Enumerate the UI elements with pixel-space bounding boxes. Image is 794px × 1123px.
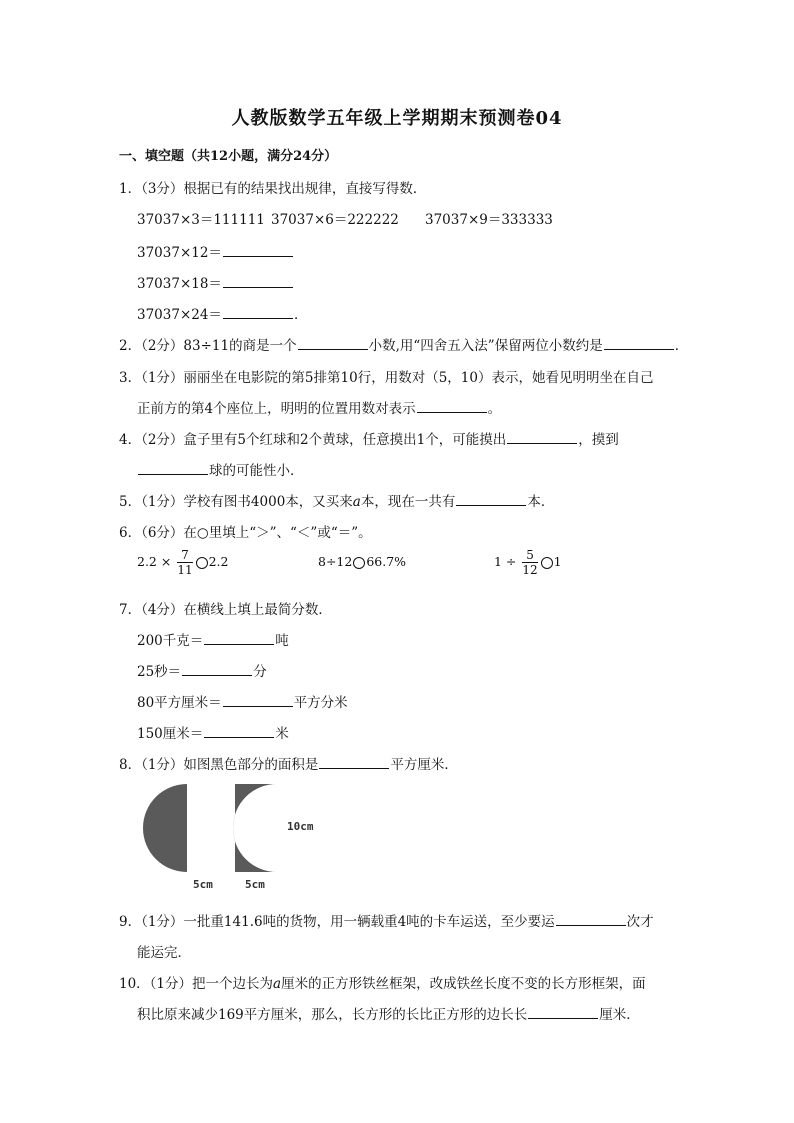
answer-blank[interactable] xyxy=(298,335,368,350)
answer-blank[interactable] xyxy=(223,242,293,257)
q1-ask-3: 37037×24＝ ． xyxy=(137,303,307,323)
question-10-line-1: 10．（1分）把一个边长为a厘米的正方形铁丝框架，改成铁丝长度不变的长方形框架，面 xyxy=(119,976,646,992)
question-2: 2．（2分）83÷11的商是一个 小数,用“四舍五入法”保留两位小数约是 ． xyxy=(119,334,688,354)
q7-row-1: 200千克＝ 吨 xyxy=(137,629,289,649)
answer-blank[interactable] xyxy=(204,723,274,738)
q1-ask-1: 37037×12＝ xyxy=(137,241,294,261)
question-8: 8．（1分）如图黑色部分的面积是 平方厘米． xyxy=(119,753,458,773)
compare-circle[interactable] xyxy=(196,557,208,569)
answer-blank[interactable] xyxy=(138,460,208,475)
fraction: $\frac{7}{11}$ xyxy=(177,548,193,577)
page-title: 人教版数学五年级上学期期末预测卷04 xyxy=(231,108,563,129)
answer-blank[interactable] xyxy=(223,304,293,319)
fraction: $\frac{5}{12}$ xyxy=(522,548,538,577)
q1-given-1: 37037×3＝111111 xyxy=(137,212,265,228)
answer-blank[interactable] xyxy=(507,429,577,444)
question-3-line-1: 3．（1分）丽丽坐在电影院的第5排第10行，用数对（5，10）表示，她看见明明坐在自己 xyxy=(119,370,654,386)
answer-blank[interactable] xyxy=(456,491,526,506)
semicircle-diagram xyxy=(135,780,335,895)
answer-blank[interactable] xyxy=(223,692,293,707)
question-1-stem: 1．（3分）根据已有的结果找出规律，直接写得数． xyxy=(119,181,427,197)
radius-label: 10cm xyxy=(287,820,314,833)
q1-given-2: 37037×6＝222222 xyxy=(271,212,399,228)
answer-blank[interactable] xyxy=(417,398,487,413)
question-5: 5．（1分）学校有图书4000本，又买来a本，现在一共有 本． xyxy=(119,490,554,510)
question-6-stem: 6．（6分）在○里填上“＞”、“＜”或“＝”。 xyxy=(119,525,372,541)
width-label-right: 5cm xyxy=(245,878,265,891)
question-4-line-2: 球的可能性小． xyxy=(137,459,304,479)
section-heading: 一、填空题（共12小题，满分24分） xyxy=(119,149,338,164)
q1-given-3: 37037×9＝333333 xyxy=(425,212,553,228)
answer-blank[interactable] xyxy=(182,661,252,676)
q7-row-4: 150厘米＝ 米 xyxy=(137,722,289,742)
answer-blank[interactable] xyxy=(223,273,293,288)
compare-circle[interactable] xyxy=(541,557,553,569)
question-3-line-2: 正前方的第4个座位上，明明的位置用数对表示 。 xyxy=(137,397,501,417)
q7-row-3: 80平方厘米＝ 平方分米 xyxy=(137,691,348,711)
question-4-line-1: 4．（2分）盒子里有5个红球和2个黄球，任意摸出1个，可能摸出 ，摸到 xyxy=(119,428,619,448)
width-label-left: 5cm xyxy=(193,878,213,891)
answer-blank[interactable] xyxy=(319,754,389,769)
answer-blank[interactable] xyxy=(528,1004,598,1019)
answer-blank[interactable] xyxy=(556,911,626,926)
question-9-line-1: 9．（1分）一批重141.6吨的货物，用一辆载重4吨的卡车运送，至少要运 次才 xyxy=(119,910,654,930)
question-7-stem: 7．（4分）在横线上填上最简分数． xyxy=(119,602,332,618)
left-half-disc xyxy=(143,784,187,872)
q6-expr-1: 2.2 × $\frac{7}{11}$ 2.2 xyxy=(137,548,229,577)
question-10-line-2: 积比原来减少169平方厘米，那么，长方形的长比正方形的边长长 厘米． xyxy=(137,1003,640,1023)
question-9-line-2: 能运完． xyxy=(137,945,191,961)
shaded-area-figure xyxy=(135,780,335,895)
q7-row-2: 25秒＝ 分 xyxy=(137,660,267,680)
answer-blank[interactable] xyxy=(204,630,274,645)
answer-blank[interactable] xyxy=(604,335,674,350)
q6-expr-2: 8÷12 66.7% xyxy=(318,554,407,569)
compare-circle[interactable] xyxy=(353,557,365,569)
q1-ask-2: 37037×18＝ xyxy=(137,272,294,292)
q6-expr-3: 1 ÷ $\frac{5}{12}$ 1 xyxy=(494,548,562,577)
